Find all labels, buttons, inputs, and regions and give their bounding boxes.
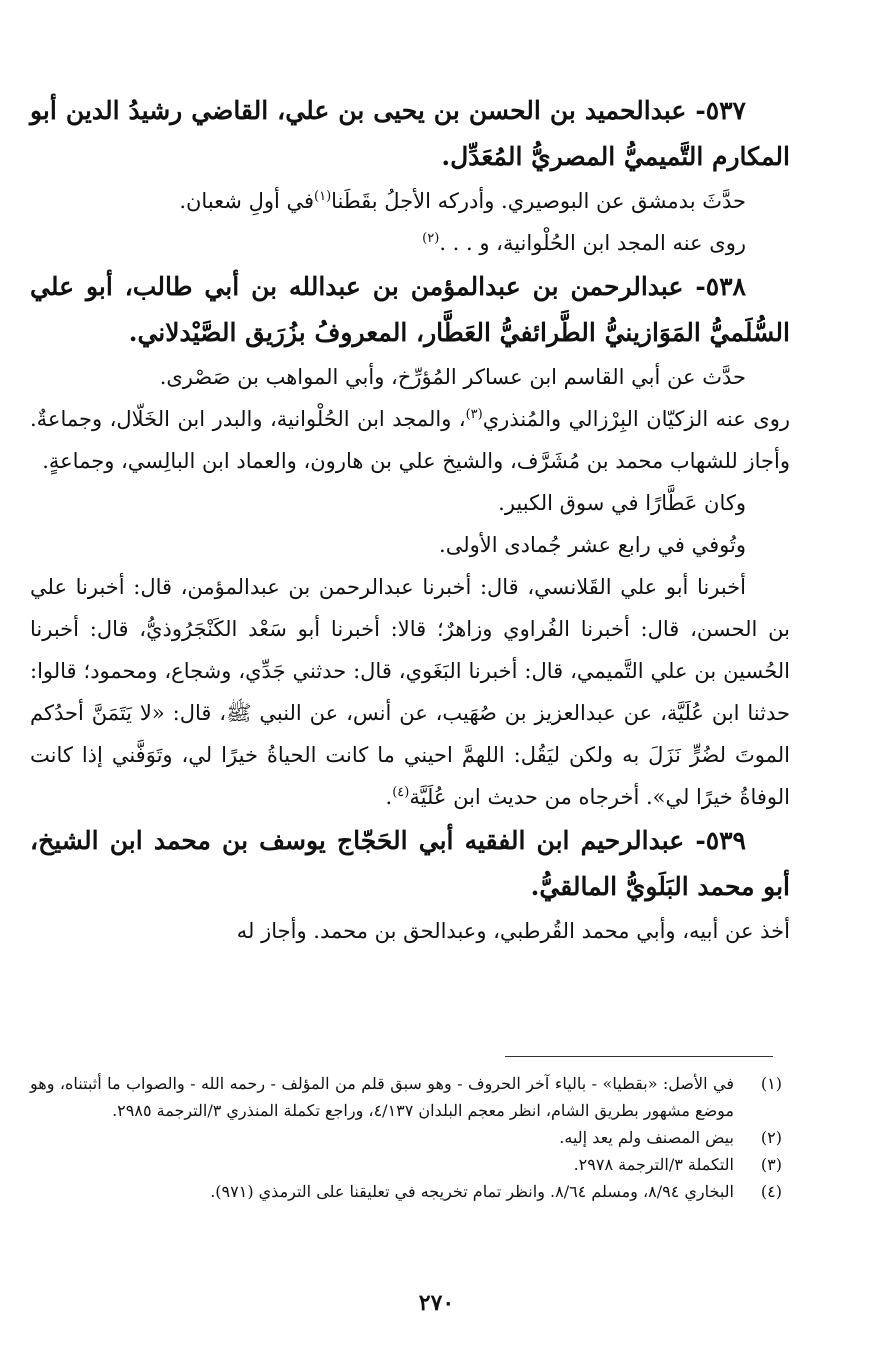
main-text [30,88,790,952]
footnote [30,1124,790,1151]
footnote-number: (٣) [760,1155,782,1174]
paragraph: حدَّث عن أبي القاسم ابن عساكر المُؤرِّخ، وأبي المواهب بن صَصْرى. [159,365,746,389]
paragraph: أخبرنا أبو علي القَلانسي، قال: أخبرنا عبدالرحمن بن عبدالمؤمن، قال: أخبرنا علي بن الحسن، قال: أخبرنا الفُراوي وزاهرٌ؛ قالا: أخبرنا أبو سَعْد الكَنْجَرُوذيُّ، قال: أخبرنا الحُسين بن علي التَّميمي، قال: أخبرنا البَغَوي، قال: حدثني جَدِّي، وشجاع، ومحمود؛ قالوا: حدثنا ابن عُلَيَّة، عن عبدالعزيز بن صُهَيب، عن أنس، عن النبي ﷺ، قال: «لا يَتَمَنَّ أحدُكم الموتَ لضُرٍّ نَزَلَ به ولكن ليَقُل: اللهمَّ احيني ما كانت الحياةُ خيرًا لي، وتَوَفَّني إذا كانت الوفاةُ خيرًا لي». أخرجاه من حديث ابن عُلَيَّة$^{(٤)}$. [30,575,790,809]
paragraph: روى عنه الزكيّان البِرْزالي والمُنذري$^{(٣)}$، والمجد ابن الحُلْوانية، والبدر ابن الخَلّال، وجماعةٌ. وأجاز للشهاب محمد بن مُشَرَّف، والشيخ علي بن هارون، والعماد ابن البالِسي، وجماعةٍ. [30,407,790,473]
footnote-text: التكملة ٣/الترجمة ٢٩٧٨. [573,1155,734,1174]
entry-heading-537: ٥٣٧- عبدالحميد بن الحسن بن يحيى بن علي، القاضي رشيدُ الدين أبو المكارم التَّميميُّ المصريُّ المُعَدِّل. [30,96,790,171]
paragraph: روى عنه المجد ابن الحُلْوانية، و . . .$^{(٢)}$ [422,231,746,255]
footnote-number: (٤) [760,1182,782,1201]
footnote-number: (٢) [760,1128,782,1147]
footnotes [30,1070,790,1205]
paragraph: أخذ عن أبيه، وأبي محمد القُرطبي، وعبدالحق بن محمد. وأجاز له [236,919,790,943]
footnote-marker: (١) [314,189,332,204]
footnote-marker: (٢) [422,231,440,246]
entry-heading-539: ٥٣٩- عبدالرحيم ابن الفقيه أبي الحَجّاج يوسف بن محمد ابن الشيخ، أبو محمد البَلَويُّ المالقيُّ. [30,826,790,901]
paragraph: وتُوفي في رابع عشر جُمادى الأولى. [439,533,746,557]
footnote [30,1178,790,1205]
footnote-number: (١) [760,1074,782,1093]
page-number: ٢٧٠ [418,1290,455,1316]
footnote [30,1151,790,1178]
footnote-marker: (٣) [465,407,483,422]
footnote-text: البخاري ٨/٩٤، ومسلم ٨/٦٤. وانظر تمام تخريجه في تعليقنا على الترمذي (٩٧١). [210,1182,734,1201]
entry-heading-538: ٥٣٨- عبدالرحمن بن عبدالمؤمن بن عبدالله بن أبي طالب، أبو علي السُّلَميُّ المَوَازينيُّ الطَّرائفيُّ العَطَّار، المعروفُ بزُرَيق الصَّيْدلاني. [30,272,790,347]
footnote-divider [505,1056,773,1057]
footnote-marker: (٤) [392,785,410,800]
paragraph: حدَّثَ بدمشق عن البوصيري. وأدركه الأجلُ بقَطَنا$^{(١)}$في أولِ شعبان. [179,189,746,213]
paragraph: وكان عَطَّارًا في سوق الكبير. [498,491,746,515]
footnote [30,1070,790,1124]
footnote-text: بيض المصنف ولم يعد إليه. [559,1128,734,1147]
footnote-text: في الأصل: «بقطيا» - بالياء آخر الحروف - وهو سبق قلم من المؤلف - رحمه الله - والصواب ما أثبتناه، وهو موضع مشهور بطريق الشام، انظر معجم البلدان ٤/١٣٧، وراجع تكملة المنذري ٣/الترجمة ٢٩٨٥. [30,1074,734,1120]
